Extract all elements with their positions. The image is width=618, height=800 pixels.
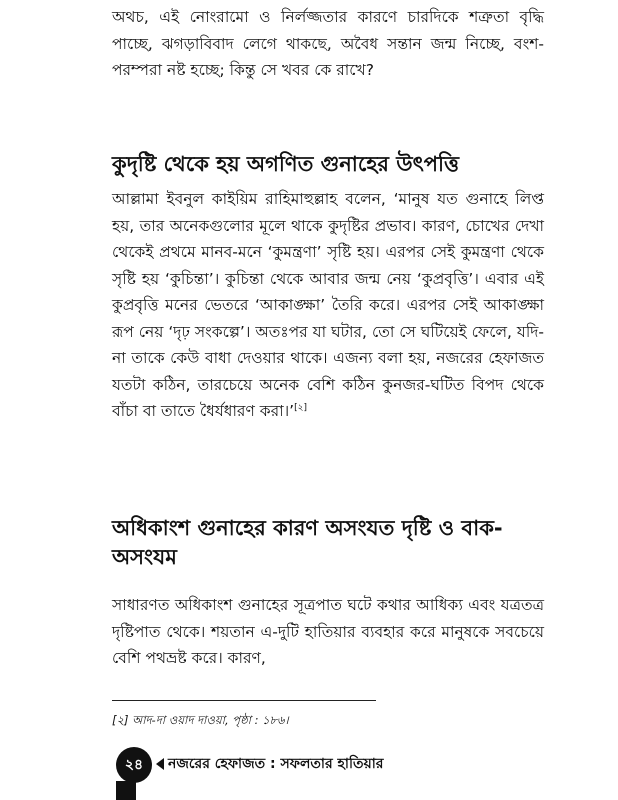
quote-text: আল্লামা ইবনুল কাইয়িম রাহিমাহুল্লাহ বলেন, ‘মানুষ যত গুনাহে লিপ্ত হয়, তার অনেকগুলোর মূলে থাকে কুদৃষ্টির প্রভাব। কারণ, চোখের দেখা থেকেই প্রথমে মানব-মনে ‘কুমন্ত্রণা’ সৃষ্টি হয়। এরপর সেই কুমন্ত্রণা থেকে সৃষ্টি হয় ‘কুচিন্তা’। কুচিন্তা থেকে আবার জন্ম নেয় ‘কুপ্রবৃত্তি’। এবার এই কুপ্রবৃত্তি মনের ভেতরে ‘আকাঙ্ক্ষা’ তৈরি করে। এরপর সেই আকাঙ্ক্ষা রূপ নেয় ‘দৃঢ় সংকল্পে’। অতঃপর যা ঘটার, তো সে ঘটিয়েই ফেলে, যদি-না তাকে কেউ বাধা দেওয়ার থাকে। এজন্য বলা হয়, নজরের হেফাজত যতটা কঠিন, তারচেয়ে অনেক বেশি কঠিন কুনজর-ঘটিত বিপদ থেকে বাঁচা বা তাতে ধৈর্যধারণ করা।’: [112, 190, 544, 420]
body-paragraph-bottom: সাধারণত অধিকাংশ গুনাহের সূত্রপাত ঘটে কথার আধিক্য এবং যত্রতত্র দৃষ্টিপাত থেকে। শয়তান এ-দুটি হাতিয়ার ব্যবহার করে মানুষকে সবচেয়ে বেশি পথভ্রষ্ট করে। কারণ,: [112, 596, 544, 667]
body-paragraph-top: অথচ, এই নোংরামো ও নির্লজ্জতার কারণে চারদিকে শত্রুতা বৃদ্ধি পাচ্ছে, ঝগড়াবিবাদ লেগে থাকছে, অবৈধ সন্তান জন্ম নিচ্ছে, বংশ-পরম্পরা নষ্ট হচ্ছে; কিন্তু সে খবর কে রাখে?: [112, 8, 544, 79]
page-edge-tab: [116, 781, 136, 800]
arrow-left-icon: [156, 758, 164, 770]
section-heading-1: কুদৃষ্টি থেকে হয় অগণিত গুনাহের উৎপত্তি: [112, 152, 460, 176]
body-paragraph-quote: [112, 186, 544, 425]
footnote-divider: [112, 700, 376, 701]
footnote-reference[interactable]: [২]: [294, 402, 307, 413]
page-number-badge: ২৪: [116, 747, 152, 783]
running-footer: [156, 752, 383, 776]
section-heading-2: অধিকাংশ গুনাহের কারণ অসংযত দৃষ্টি ও বাক-অসংযম: [112, 516, 503, 569]
footnote: [২] আদ-দা ওয়াদ দাওয়া, পৃষ্ঠা : ১৮৬।: [112, 713, 289, 727]
running-footer-title: নজরের হেফাজত : সফলতার হাতিয়ার: [168, 756, 384, 772]
